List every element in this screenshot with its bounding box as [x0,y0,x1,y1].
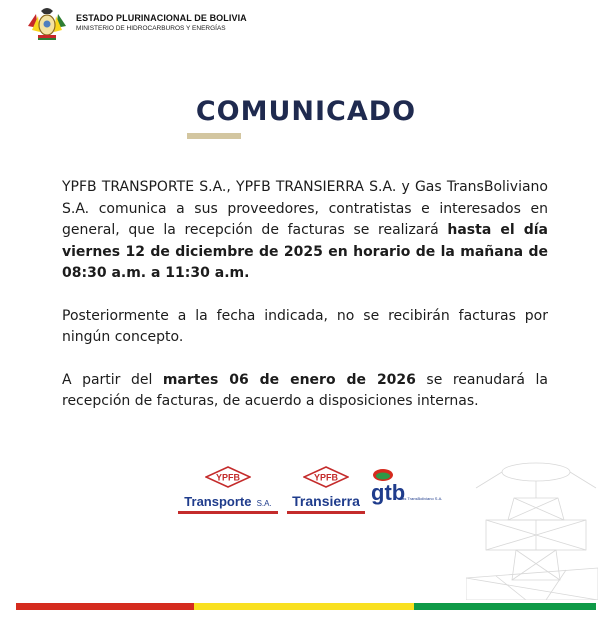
transporte-name: Transporte [184,494,252,509]
gtb-subtitle: Gas TransBoliviano S.A. [399,496,443,501]
logo-ypfb-transporte [178,466,278,514]
logo-ypfb-transierra [287,466,365,514]
title-underline [187,133,241,139]
paragraph-3-text-b: se reanudará la recepción de facturas, de acuerdo a disposiciones internas. [62,371,548,409]
transierra-name: Transierra [292,493,360,509]
svg-text:YPFB: YPFB [313,472,339,483]
paragraph-1-bold: hasta el día viernes 12 de diciembre de 2025 en horario de la mañana de 08:30 a.m. a 11:30 a.m. [62,222,548,281]
svg-text:YPFB: YPFB [215,472,241,483]
ypfb-badge-icon [205,466,251,488]
transierra-underline [287,511,365,514]
flag-stripe-yellow [194,603,414,610]
transierra-wordmark [287,491,365,510]
paragraph-3-text-a: A partir del [62,371,163,388]
transporte-wordmark [178,491,278,510]
gtb-wordmark [371,480,443,505]
paragraph-3-bold: martes 06 de enero de 2026 [162,371,416,388]
header-line2: MINISTERIO DE HIDROCARBUROS Y ENERGÍAS [76,25,226,32]
logo-gtb [371,466,443,505]
page-title: COMUNICADO [195,96,417,127]
header [24,4,247,42]
transporte-underline [178,511,278,514]
paragraph-2-text: Posteriormente a la fecha indicada, no se recibirán facturas por ningún concepto. [62,307,548,345]
paragraph-3 [62,370,548,413]
transporte-suffix: S.A. [256,499,272,508]
pipeline-valve-decoration-icon [466,458,598,600]
ypfb-badge-icon [303,466,349,488]
communique-body [62,177,548,434]
company-logos [175,466,445,516]
paragraph-1 [62,177,548,285]
flag-stripe-green [414,603,596,610]
header-line1: ESTADO PLURINACIONAL DE BOLIVIA [76,13,247,23]
gtb-name: gtb [371,480,406,505]
paragraph-1-text: YPFB TRANSPORTE S.A., YPFB TRANSIERRA S.A. y Gas TransBoliviano S.A. comunica a sus proveedores, contratistas e interesados en general, que la recepción de facturas se realizará [62,179,548,238]
paragraph-2 [62,306,548,349]
flag-stripe-red [16,603,194,610]
bolivia-coat-of-arms-icon [24,4,70,42]
header-text [76,13,247,33]
